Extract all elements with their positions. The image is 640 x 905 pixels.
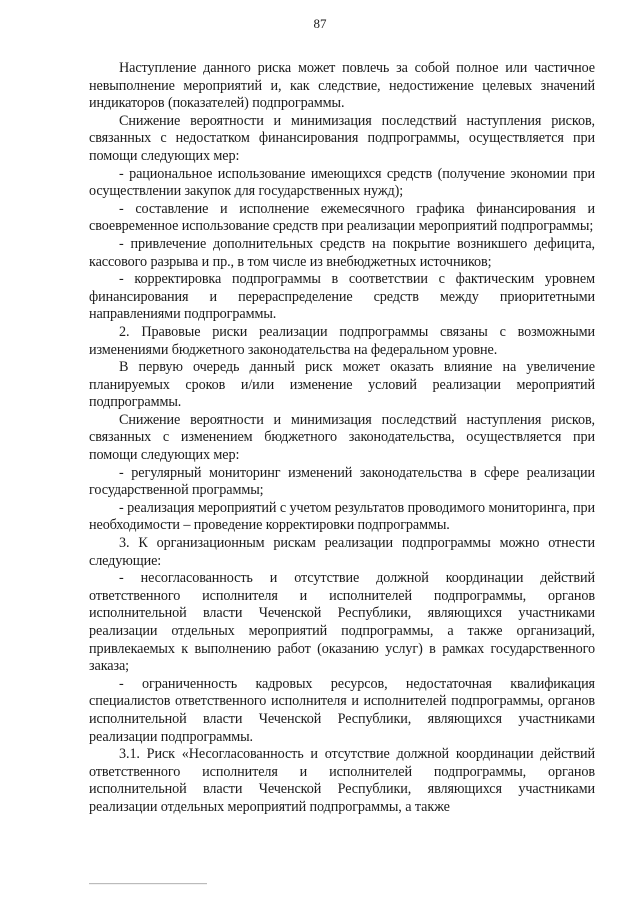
list-item: - рациональное использование имеющихся средств (получение экономии при осуществлении закупок для государственных нужд); [89,165,595,200]
paragraph: Наступление данного риска может повлечь за собой полное или частичное невыполнение мероприятий и, как следствие, недостижение целевых значений индикаторов (показателей) подпрограммы. [89,60,595,112]
page-number: 87 [313,16,327,31]
paragraph: 2. Правовые риски реализации подпрограммы связаны с возможными изменениями бюджетного законодательства на федеральном уровне. [89,323,595,358]
list-item: - привлечение дополнительных средств на покрытие возникшего дефицита, кассового разрыва и пр., в том числе из внебюджетных источников; [89,235,595,270]
document-body [89,60,595,817]
list-item: - реализация мероприятий с учетом результатов проводимого мониторинга, при необходимости – проведение корректировки подпрограммы. [89,499,595,534]
list-item: - составление и исполнение ежемесячного графика финансирования и своевременное использование средств при реализации мероприятий подпрограммы; [89,200,595,235]
list-item: - корректировка подпрограммы в соответствии с фактическим уровнем финансирования и перераспределение средств между приоритетными направлениями подпрограммы. [89,271,595,323]
footer-file-path-mark [89,881,209,887]
paragraph: Снижение вероятности и минимизация последствий наступления рисков, связанных с изменением бюджетного законодательства, осуществляется при помощи следующих мер: [89,411,595,464]
list-item: - регулярный мониторинг изменений законодательства в сфере реализации государственной программы; [89,464,595,499]
paragraph: 3. К организационным рискам реализации подпрограммы можно отнести следующие: [89,535,595,569]
paragraph: В первую очередь данный риск может оказать влияние на увеличение планируемых сроков и/или изменение условий реализации мероприятий подпрограммы. [89,359,595,411]
list-item: - несогласованность и отсутствие должной координации действий ответственного исполнителя и исполнителей подпрограммы, органов исполнительной власти Чеченской Республики, являющихся участниками реализации отдельных мероприятий подпрограммы, а также организаций, привлекаемых к выполнению работ (оказанию услуг) в рамках государственного заказа; [89,570,595,675]
paragraph: 3.1. Риск «Несогласованность и отсутствие должной координации действий ответственного исполнителя и исполнителей подпрограммы, органов исполнительной власти Чеченской Республики, являющихся участниками реализации отдельных мероприятий подпрограммы, а также [89,746,595,815]
footer-mark [89,881,209,889]
list-item: - ограниченность кадровых ресурсов, недостаточная квалификация специалистов ответственного исполнителя и исполнителей подпрограммы, органов исполнительной власти Чеченской Республики, являющихся участниками реализации подпрограммы. [89,675,595,745]
paragraph: Снижение вероятности и минимизация последствий наступления рисков, связанных с недостатком финансирования подпрограммы, осуществляется при помощи следующих мер: [89,112,595,164]
